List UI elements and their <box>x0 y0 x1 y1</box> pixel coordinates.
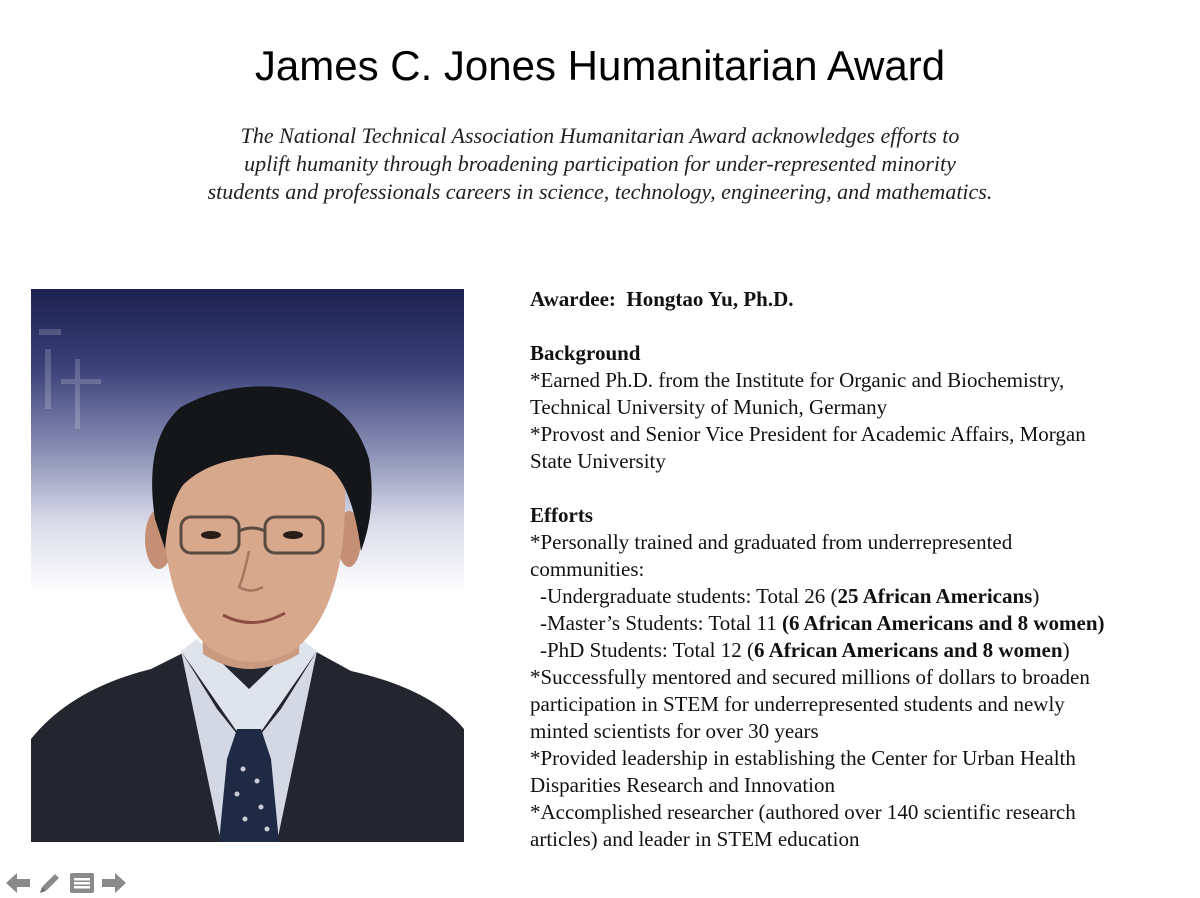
award-description <box>100 122 1100 206</box>
efforts-line: *Provided leadership in establishing the Center for Urban Health <box>530 746 1076 770</box>
slide-menu-button[interactable] <box>68 869 96 897</box>
slide-title: James C. Jones Humanitarian Award <box>254 42 946 89</box>
awardee-label: Awardee: <box>530 287 616 311</box>
background-line: *Provost and Senior Vice President for Academic Affairs, Morgan <box>530 422 1086 446</box>
efforts-line: *Personally trained and graduated from underrepresented <box>530 530 1013 554</box>
pencil-icon <box>37 870 63 896</box>
award-description-line: students and professionals careers in science, technology, engineering, and mathematics. <box>207 179 993 204</box>
award-description-line: The National Technical Association Humanitarian Award acknowledges efforts to <box>240 123 960 148</box>
efforts-line: articles) and leader in STEM education <box>530 827 860 851</box>
awardee-name: Hongtao Yu, Ph.D. <box>626 287 794 311</box>
awardee-details <box>530 286 1180 853</box>
background-line: Technical University of Munich, Germany <box>530 395 888 419</box>
background-line: State University <box>530 449 666 473</box>
background-heading: Background <box>530 341 641 365</box>
awardee-line <box>530 286 1180 313</box>
award-description-line: uplift humanity through broadening participation for under-represented minority <box>244 151 956 176</box>
phd-stats: -PhD Students: Total 12 (6 African Americans and 8 women) <box>540 638 1070 662</box>
slide-menu-icon <box>69 872 95 894</box>
efforts-line: *Accomplished researcher (authored over 140 scientific research <box>530 800 1076 824</box>
efforts-heading: Efforts <box>530 503 593 527</box>
background-line: *Earned Ph.D. from the Institute for Organic and Biochemistry, <box>530 368 1065 392</box>
efforts-line: *Successfully mentored and secured millions of dollars to broaden <box>530 665 1090 689</box>
masters-stats: -Master’s Students: Total 11 (6 African Americans and 8 women) <box>540 611 1105 635</box>
portrait-illustration <box>31 289 464 842</box>
efforts-line: participation in STEM for underrepresented students and newly <box>530 692 1065 716</box>
next-slide-button[interactable] <box>100 869 128 897</box>
annotate-button[interactable] <box>36 869 64 897</box>
undergraduate-stats: -Undergraduate students: Total 26 (25 African Americans) <box>540 584 1040 608</box>
efforts-line: communities: <box>530 557 645 581</box>
awardee-portrait <box>31 289 464 842</box>
previous-slide-button[interactable] <box>4 869 32 897</box>
efforts-line: minted scientists for over 30 years <box>530 719 819 743</box>
efforts-line: Disparities Research and Innovation <box>530 773 835 797</box>
previous-arrow-icon <box>5 872 31 894</box>
slide-navigation <box>4 868 128 898</box>
next-arrow-icon <box>101 872 127 894</box>
